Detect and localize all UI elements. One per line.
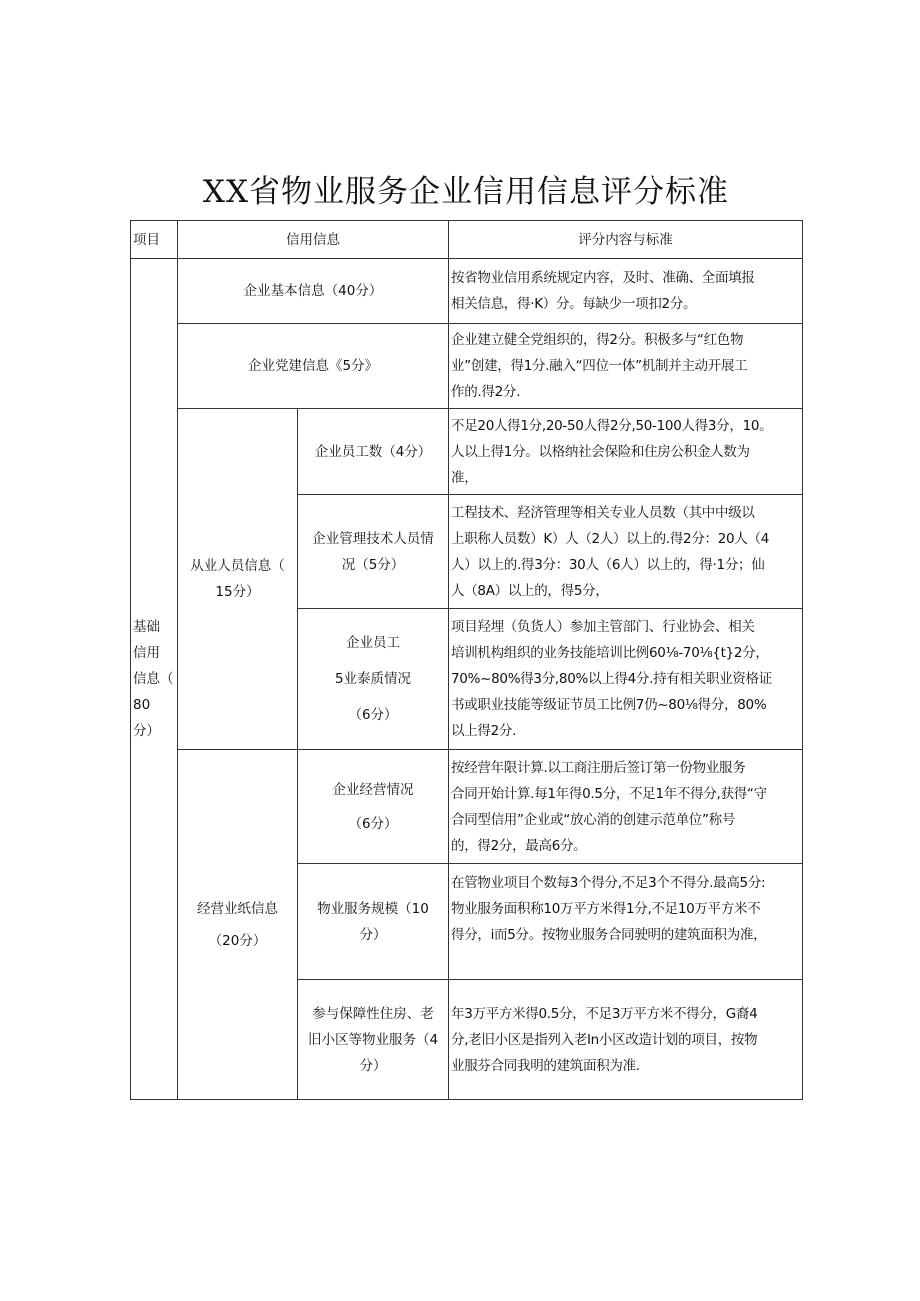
item-standard	[449, 980, 803, 1100]
item-standard	[449, 409, 803, 495]
item-label-line: 5业泰质情况	[334, 671, 412, 687]
standard-line: 得分，i而5分。按物业服务合同驶明的建筑面积为准，	[451, 927, 767, 943]
standard-line: 按经营年限计算.以工商注册后签订第一份物业服务	[451, 759, 746, 776]
header-info: 信用信息	[178, 221, 449, 259]
category-line: 信用	[133, 645, 160, 661]
group-label-staff	[178, 409, 298, 750]
item-label-line: 企业管理技术人员情	[312, 530, 434, 547]
item-label-line: 企业员工数（4分）	[314, 443, 432, 460]
standard-line: 工程技术、羟济管理等相关专业人员数（其中中级以	[451, 504, 755, 521]
table-row	[131, 324, 803, 409]
item-label-line: 企业员工	[346, 635, 400, 651]
item-label-line: 物业服务规模（10	[317, 900, 429, 917]
category-basic-credit	[131, 259, 178, 1100]
item-label-line: （6分）	[348, 815, 398, 832]
page-title: XX省物业服务企业信用信息评分标准	[202, 174, 730, 210]
item-label-line: 分）	[359, 1057, 387, 1074]
item-label-line: 况（5分）	[341, 556, 405, 573]
table-row	[131, 409, 803, 495]
item-label	[298, 750, 449, 864]
header-standard: 评分内容与标准	[449, 221, 803, 259]
standard-line: 以上得2分.	[451, 723, 517, 739]
standard-line: 的，得2分，最高6分。	[451, 837, 587, 854]
table-header-row	[131, 221, 803, 259]
standard-line: 人以上得1分。以格纳社会保险和住房公积金人数为	[451, 443, 750, 460]
item-label-line: （6分）	[348, 707, 398, 723]
group-label-business	[178, 750, 298, 1100]
standard-line: 分,老旧小区是指列入老In小区改造计划的项目，按物	[451, 1031, 758, 1048]
item-standard	[449, 750, 803, 864]
standard-line: 业服芬合同我明的建筑面积为准.	[451, 1057, 640, 1074]
standard-line: 在管物业项目个数每3个得分,不足3个不得分.最高5分:	[451, 875, 766, 891]
standard-line: 人（8A）以上的，得5分，	[451, 582, 609, 599]
table-row	[131, 259, 803, 324]
standard-line: 项目羟埋（负货人）参加主管部门、行业协会、相关	[451, 619, 755, 635]
item-label-line: 旧小区等物业服务（4	[307, 1031, 439, 1048]
standard-line: 培训机构组织的业务技能培训比例60⅛-70⅛{t}2分，	[451, 645, 769, 661]
standard-line: 合同开始计算.每1年得0.5分，不足1年不得分,获得“守	[451, 785, 767, 802]
standard-line: 不足20人得1分,20-50人得2分,50-100人得3分，10。	[451, 417, 773, 434]
standard-line: 作的.得2分.	[451, 384, 521, 400]
category-line: 基础	[133, 619, 160, 635]
group-label-line: 15分）	[215, 584, 260, 600]
category-line: 分）	[133, 723, 160, 739]
category-line: 信息（	[133, 671, 174, 687]
table-row	[131, 750, 803, 864]
item-label	[298, 409, 449, 495]
category-line: 80	[133, 697, 151, 713]
standard-line: 相关信息，得·K）分。每缺少一项扣2分。	[451, 296, 697, 312]
standard-line: 合同型信用”企业或“放心消的创建示范单位”称号	[451, 811, 736, 828]
item-label	[298, 609, 449, 750]
standard-line: 按省物业信用系统规定内容，及时、准确、全面填报	[451, 270, 755, 286]
standard-line: 物业服务面积称10万平方米得1分,不足10万平方米不	[451, 901, 761, 917]
row-standard	[449, 324, 803, 409]
standard-line: 企业建立健全党组织的，得2分。积极多与“红色物	[451, 332, 744, 348]
item-label	[298, 864, 449, 980]
item-label	[298, 980, 449, 1100]
row-label: 企业基本信息（40分）	[178, 259, 449, 324]
standard-line: 70%~80%得3分,80%以上得4分.持有相关职业资格证	[451, 671, 772, 687]
item-standard	[449, 864, 803, 980]
scoring-table	[130, 220, 803, 1100]
item-label-line: 参与保障性住房、老	[312, 1005, 434, 1022]
header-item: 项目	[131, 221, 178, 259]
item-standard	[449, 495, 803, 609]
standard-line: 人）以上的.得3分：30人（6人）以上的，得·1分；仙	[451, 556, 765, 573]
standard-line: 准，	[451, 469, 478, 486]
item-label	[298, 495, 449, 609]
group-label-line: （20分）	[208, 932, 267, 949]
standard-line: 书或职业技能等级证节员工比例7仍~80⅛得分，80%	[451, 697, 767, 713]
group-label-line: 经营业纸信息	[197, 900, 278, 917]
standard-line: 业”创建，得1分.融入“四位一体”机制并主动开展工	[451, 358, 748, 374]
item-label-line: 企业经营情况	[332, 781, 414, 798]
row-standard	[449, 259, 803, 324]
group-label-line: 从业人员信息（	[190, 558, 285, 574]
standard-line: 上职称人员数）K）人（2人）以上的.得2分：20人（4	[451, 530, 769, 547]
standard-line: 年3万平方米得0.5分，不足3万平方米不得分，G裔4	[451, 1005, 758, 1022]
row-label: 企业党建信息《5分》	[178, 324, 449, 409]
item-label-line: 分）	[359, 926, 387, 943]
item-standard	[449, 609, 803, 750]
